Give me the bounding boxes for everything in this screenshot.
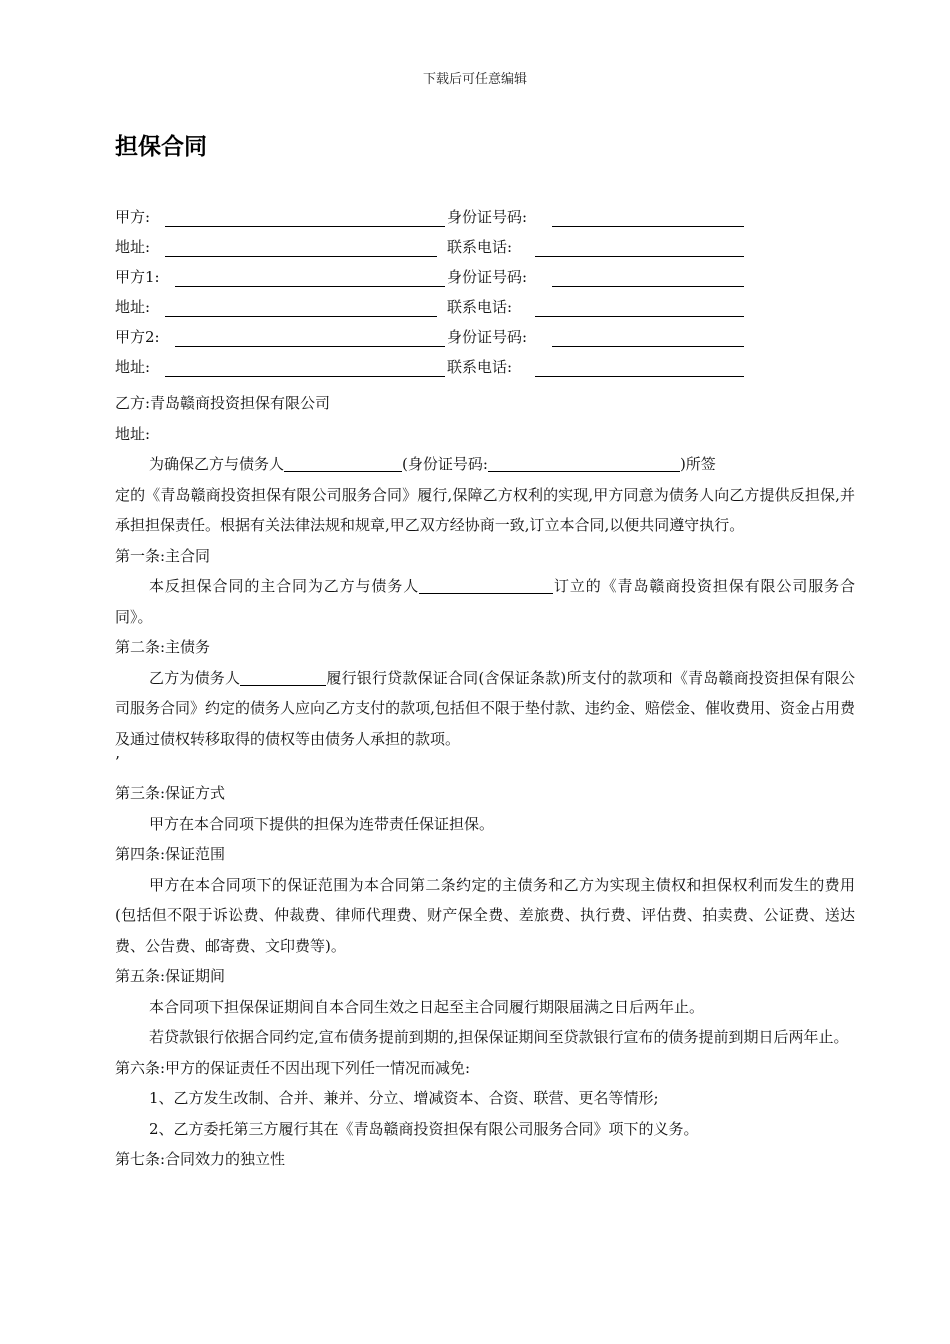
label-phone: 联系电话: (447, 298, 513, 316)
form-row-party-a2 (115, 324, 855, 354)
contract-body (115, 388, 855, 1175)
blank-party-a2-id[interactable] (552, 326, 744, 347)
article-2-text (115, 663, 855, 755)
label-party-a: 甲方: (115, 208, 151, 226)
article-3-heading: 第三条:保证方式 (115, 784, 226, 802)
label-address: 地址: (115, 358, 151, 376)
article-2-heading: 第二条:主债务 (115, 638, 211, 656)
article-2-text-b: 履行银行贷款保证合同(含保证条款)所支付的款项和《青岛赣商投资担保有限公司服务合同》约定的债务人应向乙方支付的款项,包括但不限于垫付款、违约金、赔偿金、催收费用、资金占用费及通过债权转移取得的债权等由债务人承担的款项。 (115, 668, 855, 748)
form-row-party-a2-address (115, 354, 855, 384)
label-address: 地址: (115, 298, 151, 316)
article-6-item-2: 2、乙方委托第三方履行其在《青岛赣商投资担保有限公司服务合同》项下的义务。 (149, 1119, 699, 1138)
article-7-heading: 第七条:合同效力的独立性 (115, 1150, 286, 1168)
article-1-text-a: 本反担保合同的主合同为乙方与债务人 (149, 577, 420, 595)
label-party-a1: 甲方1: (115, 268, 160, 286)
header-note: 下载后可任意编辑 (422, 72, 527, 87)
blank-party-a-id[interactable] (552, 206, 744, 227)
article-1-text-b: 订立的《青岛赣商投资担保有限公司服务合同》。 (115, 577, 855, 626)
blank-party-a1-address[interactable] (165, 296, 437, 317)
article-4-heading: 第四条:保证范围 (115, 845, 226, 863)
label-party-a1-id: 身份证号码: (447, 268, 528, 286)
intro-part2: (身份证号码: (402, 455, 488, 473)
article-2-text-a: 乙方为债务人 (149, 668, 241, 687)
intro-part3: )所签 (679, 455, 716, 473)
blank-art1-debtor[interactable] (419, 575, 553, 594)
intro-paragraph: 定的《青岛赣商投资担保有限公司服务合同》履行,保障乙方权利的实现,甲方同意为债务人向乙方提供反担保,并承担担保责任。根据有关法律法规和规章,甲乙双方经协商一致,订立本合同,以便共同遵守执行。 (115, 485, 855, 534)
blank-party-a2-phone[interactable] (535, 356, 744, 377)
blank-art2-debtor[interactable] (240, 667, 326, 686)
form-row-party-a-address (115, 234, 855, 264)
blank-debtor-id[interactable] (488, 453, 680, 472)
label-party-a-id: 身份证号码: (447, 208, 528, 226)
intro-line (115, 449, 855, 480)
page-title: 担保合同 (115, 134, 207, 160)
label-address: 地址: (115, 238, 151, 256)
blank-party-a-address[interactable] (165, 236, 437, 257)
stray-mark: ’ (115, 753, 120, 771)
article-3-text: 甲方在本合同项下提供的担保为连带责任保证担保。 (149, 814, 495, 833)
article-5-text-2: 若贷款银行依据合同约定,宣布债务提前到期的,担保保证期间至贷款银行宣布的债务提前到期日后两年止。 (149, 1028, 849, 1046)
article-1-heading: 第一条:主合同 (115, 546, 211, 565)
party-b: 乙方:青岛赣商投资担保有限公司 (115, 394, 331, 412)
blank-party-a1-id[interactable] (552, 266, 744, 287)
label-party-a2-id: 身份证号码: (447, 328, 528, 346)
article-6-heading: 第六条:甲方的保证责任不因出现下列任一情况而减免: (115, 1058, 471, 1077)
blank-debtor-name[interactable] (284, 453, 402, 472)
party-info-form (115, 204, 855, 384)
blank-party-a2-name[interactable] (175, 326, 445, 347)
intro-part1: 为确保乙方与债务人 (149, 455, 285, 473)
blank-party-a1-phone[interactable] (535, 296, 744, 317)
article-5-heading: 第五条:保证期间 (115, 967, 226, 985)
label-party-a2: 甲方2: (115, 328, 160, 346)
label-phone: 联系电话: (447, 358, 513, 376)
form-row-party-a1-address (115, 294, 855, 324)
party-b-address: 地址: (115, 424, 151, 443)
article-5-text-1: 本合同项下担保保证期间自本合同生效之日起至主合同履行期限届满之日后两年止。 (149, 997, 705, 1016)
blank-party-a-name[interactable] (165, 206, 445, 227)
blank-party-a2-address[interactable] (165, 356, 445, 377)
form-row-party-a (115, 204, 855, 234)
article-6-item-1: 1、乙方发生改制、合并、兼并、分立、增减资本、合资、联营、更名等情形; (149, 1089, 659, 1107)
blank-party-a1-name[interactable] (175, 266, 445, 287)
article-4-text: 甲方在本合同项下的保证范围为本合同第二条约定的主债务和乙方为实现主债权和担保权利而发生的费用(包括但不限于诉讼费、仲裁费、律师代理费、财产保全费、差旅费、执行费、评估费、拍卖费、公证费、送达费、公告费、邮寄费、文印费等)。 (115, 875, 855, 955)
form-row-party-a1 (115, 264, 855, 294)
blank-party-a-phone[interactable] (535, 236, 744, 257)
label-phone: 联系电话: (447, 238, 513, 256)
article-1-text (115, 571, 855, 632)
